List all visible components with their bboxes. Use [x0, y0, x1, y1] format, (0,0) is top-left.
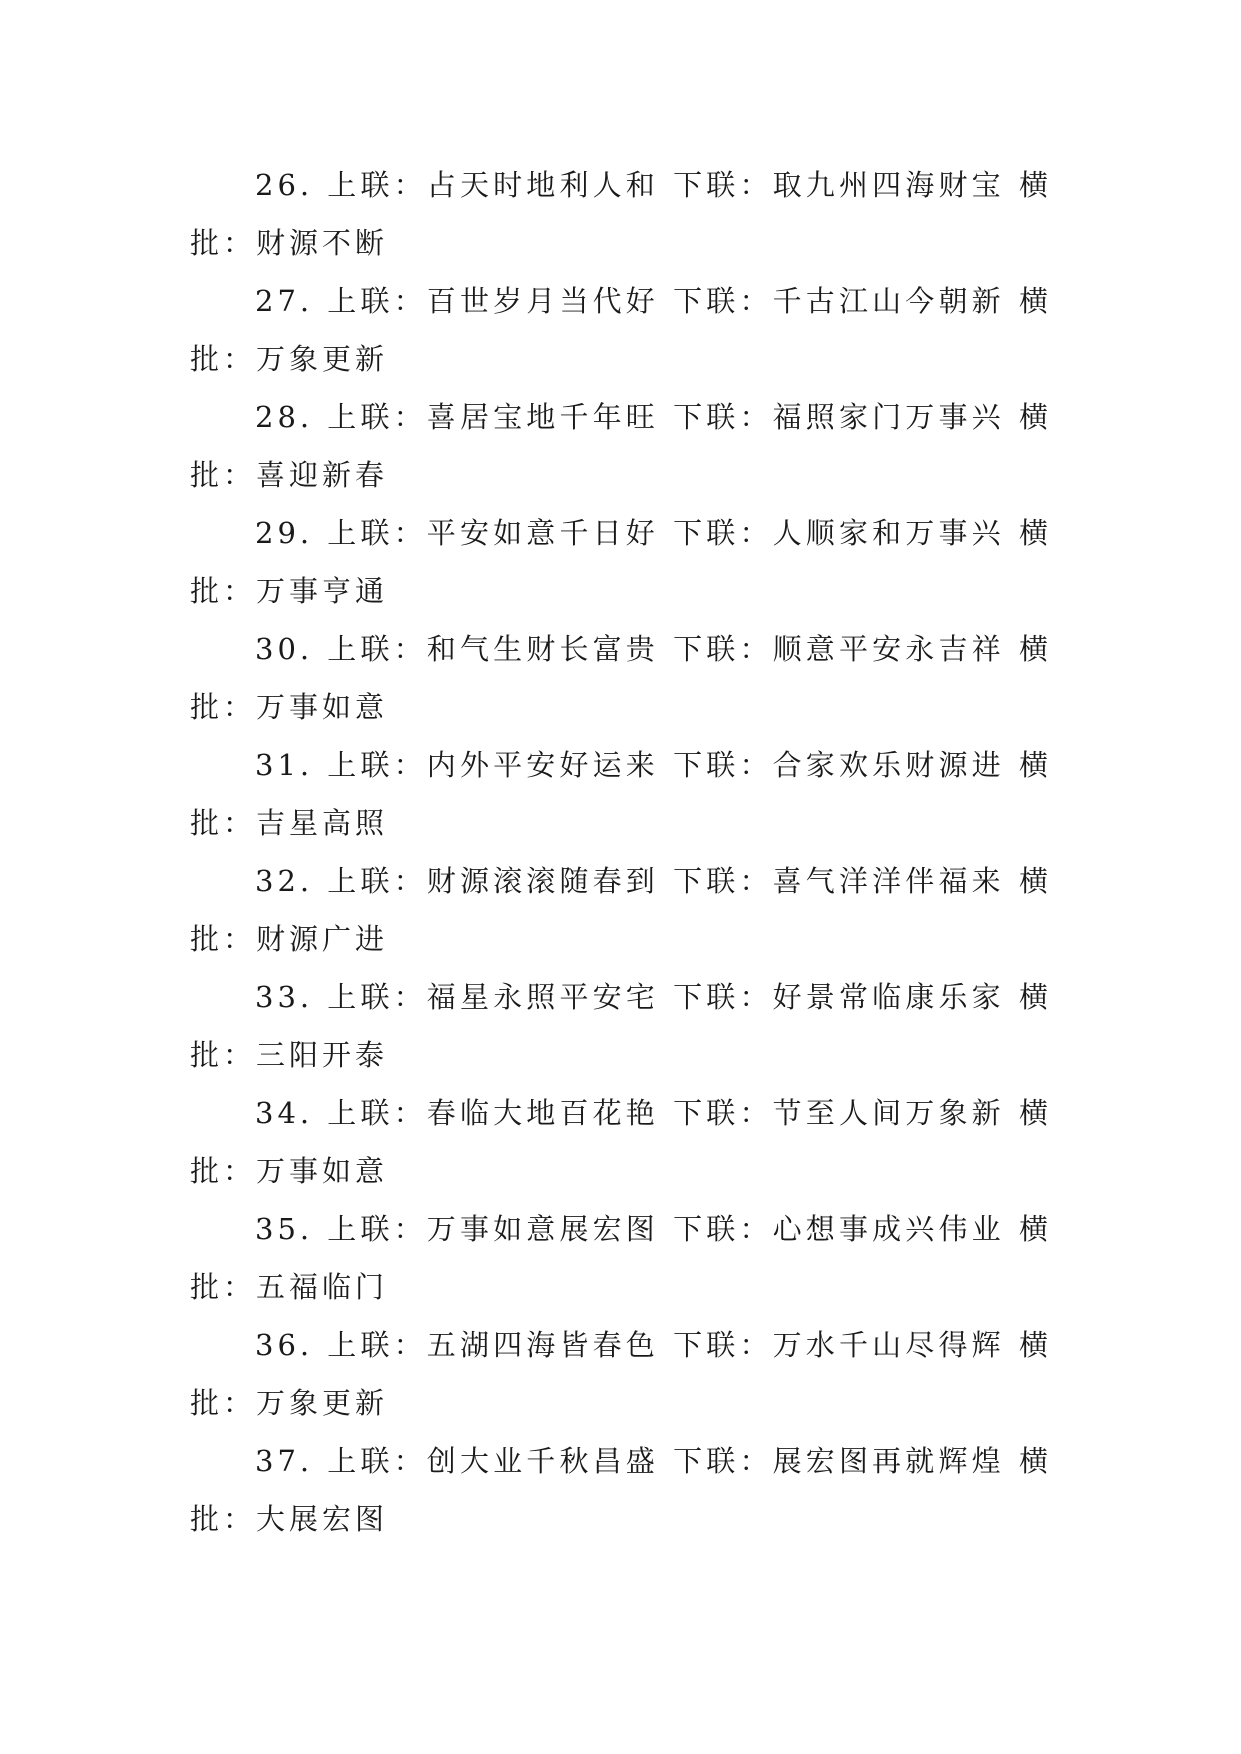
upper-line: 福星永照平安宅	[426, 980, 659, 1014]
horizontal-scroll: 大展宏图	[256, 1502, 389, 1536]
couplet-number: 27.	[255, 284, 314, 318]
lower-label: 下联：	[672, 980, 773, 1014]
upper-label: 上联：	[327, 1212, 427, 1246]
horizontal-label: 横批：	[190, 1096, 1052, 1188]
couplet-entry	[190, 620, 1052, 736]
upper-line: 春临大地百花艳	[426, 1096, 659, 1130]
lower-label: 下联：	[672, 864, 773, 898]
horizontal-label: 横批：	[190, 1212, 1052, 1304]
upper-line: 内外平安好运来	[426, 748, 659, 782]
couplet-number: 28.	[255, 400, 314, 434]
horizontal-label: 横批：	[190, 516, 1052, 608]
lower-label: 下联：	[672, 1444, 773, 1478]
couplet-number: 26.	[255, 168, 314, 202]
couplet-entry	[190, 388, 1052, 504]
upper-line: 财源滚滚随春到	[426, 864, 659, 898]
lower-label: 下联：	[672, 400, 773, 434]
lower-line: 人顺家和万事兴	[772, 516, 1005, 550]
horizontal-scroll: 万事亨通	[256, 574, 389, 608]
couplet-entry	[190, 968, 1052, 1084]
upper-label: 上联：	[327, 284, 427, 318]
upper-label: 上联：	[327, 632, 427, 666]
horizontal-label: 横批：	[190, 400, 1052, 492]
upper-line: 平安如意千日好	[426, 516, 659, 550]
upper-line: 喜居宝地千年旺	[426, 400, 659, 434]
couplet-number: 37.	[255, 1444, 314, 1478]
couplet-number: 36.	[255, 1328, 314, 1362]
horizontal-label: 横批：	[190, 980, 1052, 1072]
lower-label: 下联：	[672, 284, 773, 318]
couplet-entry	[190, 1200, 1052, 1316]
lower-line: 心想事成兴伟业	[772, 1212, 1005, 1246]
lower-line: 取九州四海财宝	[772, 168, 1005, 202]
lower-line: 千古江山今朝新	[772, 284, 1005, 318]
couplet-list	[190, 156, 1052, 1548]
lower-line: 顺意平安永吉祥	[772, 632, 1005, 666]
upper-label: 上联：	[327, 748, 427, 782]
horizontal-scroll: 万事如意	[256, 1154, 389, 1188]
couplet-entry	[190, 852, 1052, 968]
lower-line: 节至人间万象新	[772, 1096, 1005, 1130]
horizontal-scroll: 吉星高照	[256, 806, 389, 840]
upper-line: 占天时地利人和	[426, 168, 659, 202]
horizontal-scroll: 财源广进	[256, 922, 389, 956]
horizontal-label: 横批：	[190, 632, 1052, 724]
horizontal-label: 横批：	[190, 1444, 1052, 1536]
horizontal-scroll: 喜迎新春	[256, 458, 389, 492]
lower-line: 好景常临康乐家	[772, 980, 1005, 1014]
couplet-entry	[190, 1432, 1052, 1548]
lower-label: 下联：	[672, 1096, 773, 1130]
couplet-entry	[190, 272, 1052, 388]
horizontal-scroll: 万事如意	[256, 690, 389, 724]
couplet-number: 31.	[255, 748, 314, 782]
couplet-entry	[190, 1316, 1052, 1432]
upper-label: 上联：	[327, 1328, 427, 1362]
lower-label: 下联：	[672, 748, 773, 782]
upper-line: 和气生财长富贵	[426, 632, 659, 666]
couplet-number: 30.	[255, 632, 314, 666]
couplet-entry	[190, 736, 1052, 852]
lower-label: 下联：	[672, 168, 773, 202]
couplet-entry	[190, 504, 1052, 620]
upper-label: 上联：	[327, 1444, 427, 1478]
upper-label: 上联：	[327, 864, 427, 898]
horizontal-scroll: 财源不断	[256, 226, 389, 260]
horizontal-label: 横批：	[190, 168, 1052, 260]
lower-label: 下联：	[672, 632, 773, 666]
horizontal-label: 横批：	[190, 748, 1052, 840]
upper-line: 百世岁月当代好	[426, 284, 659, 318]
lower-line: 合家欢乐财源进	[772, 748, 1005, 782]
horizontal-label: 横批：	[190, 1328, 1052, 1420]
horizontal-label: 横批：	[190, 284, 1052, 376]
horizontal-scroll: 万象更新	[256, 1386, 389, 1420]
couplet-entry	[190, 156, 1052, 272]
upper-label: 上联：	[327, 980, 427, 1014]
couplet-entry	[190, 1084, 1052, 1200]
upper-line: 五湖四海皆春色	[426, 1328, 659, 1362]
upper-line: 万事如意展宏图	[426, 1212, 659, 1246]
horizontal-scroll: 万象更新	[256, 342, 389, 376]
couplet-number: 33.	[255, 980, 314, 1014]
lower-line: 福照家门万事兴	[772, 400, 1005, 434]
couplet-number: 29.	[255, 516, 314, 550]
horizontal-label: 横批：	[190, 864, 1052, 956]
lower-label: 下联：	[672, 1212, 773, 1246]
upper-label: 上联：	[327, 168, 427, 202]
upper-label: 上联：	[327, 1096, 427, 1130]
lower-label: 下联：	[672, 1328, 773, 1362]
horizontal-scroll: 五福临门	[256, 1270, 389, 1304]
couplet-number: 35.	[255, 1212, 314, 1246]
upper-label: 上联：	[327, 516, 427, 550]
couplet-number: 34.	[255, 1096, 314, 1130]
horizontal-scroll: 三阳开泰	[256, 1038, 389, 1072]
couplet-number: 32.	[255, 864, 314, 898]
upper-label: 上联：	[327, 400, 427, 434]
upper-line: 创大业千秋昌盛	[426, 1444, 659, 1478]
lower-line: 喜气洋洋伴福来	[772, 864, 1005, 898]
lower-line: 万水千山尽得辉	[772, 1328, 1005, 1362]
lower-line: 展宏图再就辉煌	[772, 1444, 1005, 1478]
lower-label: 下联：	[672, 516, 773, 550]
